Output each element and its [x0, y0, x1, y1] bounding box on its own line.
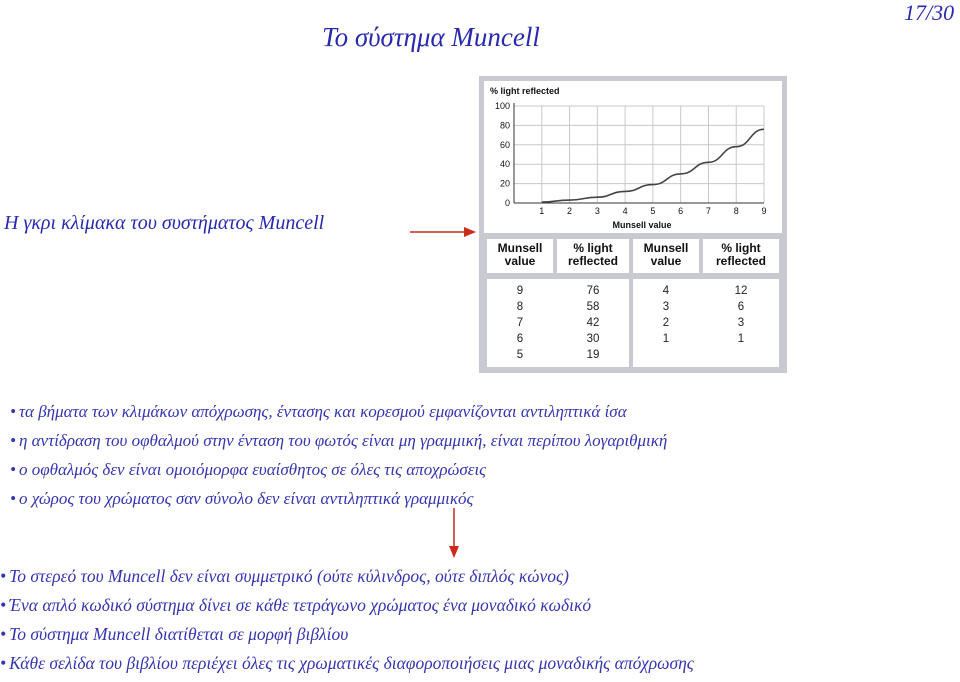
- table-cell: 12: [734, 285, 748, 297]
- slide-title: Το σύστημα Muncell: [322, 22, 540, 52]
- y-tick-label: 40: [499, 159, 510, 170]
- x-axis-label: Munsell value: [612, 220, 672, 230]
- x-tick-label: 2: [567, 206, 573, 216]
- table-cell: 76: [586, 285, 600, 297]
- bullet-icon: •: [0, 624, 7, 644]
- table-cell: 2: [662, 317, 670, 329]
- reflectance-chart: [484, 81, 782, 233]
- list-item: • Το σύστημα Muncell διατίθεται σε μορφή βιβλίου: [0, 624, 349, 644]
- list-item: • ο χώρος του χρώματος σαν σύνολο δεν είναι αντιληπτικά γραμμικός: [10, 489, 474, 508]
- munsell-figure: [479, 76, 787, 373]
- table-cell: 6: [737, 301, 745, 313]
- munsell-table: [487, 239, 779, 367]
- list-item: • ο οφθαλμός δεν είναι ομοιόμορφα ευαίσθητος σε όλες τις αποχρώσεις: [10, 460, 487, 479]
- page-number: 17/30: [904, 0, 955, 25]
- list-item: • τα βήματα των κλιμάκων απόχρωσης, έντασης και κορεσμού εμφανίζονται αντιληπτικά ίσα: [10, 402, 627, 421]
- arrow-right-icon: [410, 222, 478, 242]
- x-tick-label: 9: [761, 206, 767, 216]
- table-cell: 3: [662, 301, 670, 313]
- table-cell: 6: [516, 333, 524, 345]
- bullet-icon: •: [10, 489, 16, 508]
- bullet-list-bottom: [0, 566, 694, 682]
- arrow-down-icon: [444, 508, 464, 560]
- table-body-right: [633, 279, 779, 367]
- table-cell: 8: [516, 301, 524, 313]
- bullet-icon: •: [10, 402, 16, 421]
- table-header-reflected-2: % light reflected: [703, 239, 779, 273]
- list-item: • Ένα απλό κωδικό σύστημα δίνει σε κάθε τετράγωνο χρώματος ένα μοναδικό κωδικό: [0, 595, 592, 615]
- y-axis-label: % light reflected: [490, 86, 560, 96]
- x-tick-label: 1: [539, 206, 545, 216]
- table-header-value-2: Munsell value: [633, 239, 699, 273]
- table-cell: 3: [737, 317, 745, 329]
- list-item: • Το στερεό του Muncell δεν είναι συμμετρικό (ούτε κύλινδρος, ούτε διπλός κώνος): [0, 566, 569, 586]
- x-tick-label: 3: [594, 206, 600, 216]
- bullet-icon: •: [0, 566, 7, 586]
- table-cell: 1: [737, 333, 745, 345]
- x-tick-label: 8: [733, 206, 739, 216]
- table-cell: 19: [586, 349, 600, 361]
- table-cell: 58: [586, 301, 600, 313]
- table-cell: 9: [516, 285, 524, 297]
- bullet-icon: •: [0, 595, 7, 615]
- bullet-icon: •: [0, 653, 7, 673]
- list-item: • Κάθε σελίδα του βιβλίου περιέχει όλες τις χρωματικές διαφοροποιήσεις μιας μοναδικής απόχρωσης: [0, 653, 694, 673]
- y-tick-label: 80: [499, 120, 510, 131]
- figure-caption: Η γκρι κλίμακα του συστήματος Muncell: [4, 212, 325, 234]
- y-tick-label: 60: [499, 139, 510, 150]
- table-cell: 30: [586, 333, 600, 345]
- bullet-icon: •: [10, 431, 16, 450]
- table-header-reflected-1: % light reflected: [557, 239, 629, 273]
- y-tick-label: 20: [499, 178, 510, 189]
- table-cell: 4: [662, 285, 670, 297]
- x-tick-label: 5: [650, 206, 656, 216]
- x-tick-label: 7: [705, 206, 711, 216]
- x-tick-label: 6: [678, 206, 684, 216]
- bullet-icon: •: [10, 460, 16, 479]
- table-cell: 42: [586, 317, 600, 329]
- bullet-list-top: [10, 402, 667, 518]
- x-tick-label: 4: [622, 206, 628, 216]
- table-cell: 7: [516, 317, 524, 329]
- list-item: • η αντίδραση του οφθαλμού στην ένταση του φωτός είναι μη γραμμική, είναι περίπου λογαριθμική: [10, 431, 668, 450]
- table-header-value-1: Munsell value: [487, 239, 553, 273]
- table-cell: 5: [516, 349, 524, 361]
- table-cell: 1: [662, 333, 670, 345]
- y-tick-label: 100: [494, 101, 510, 111]
- y-tick-label: 0: [504, 198, 510, 208]
